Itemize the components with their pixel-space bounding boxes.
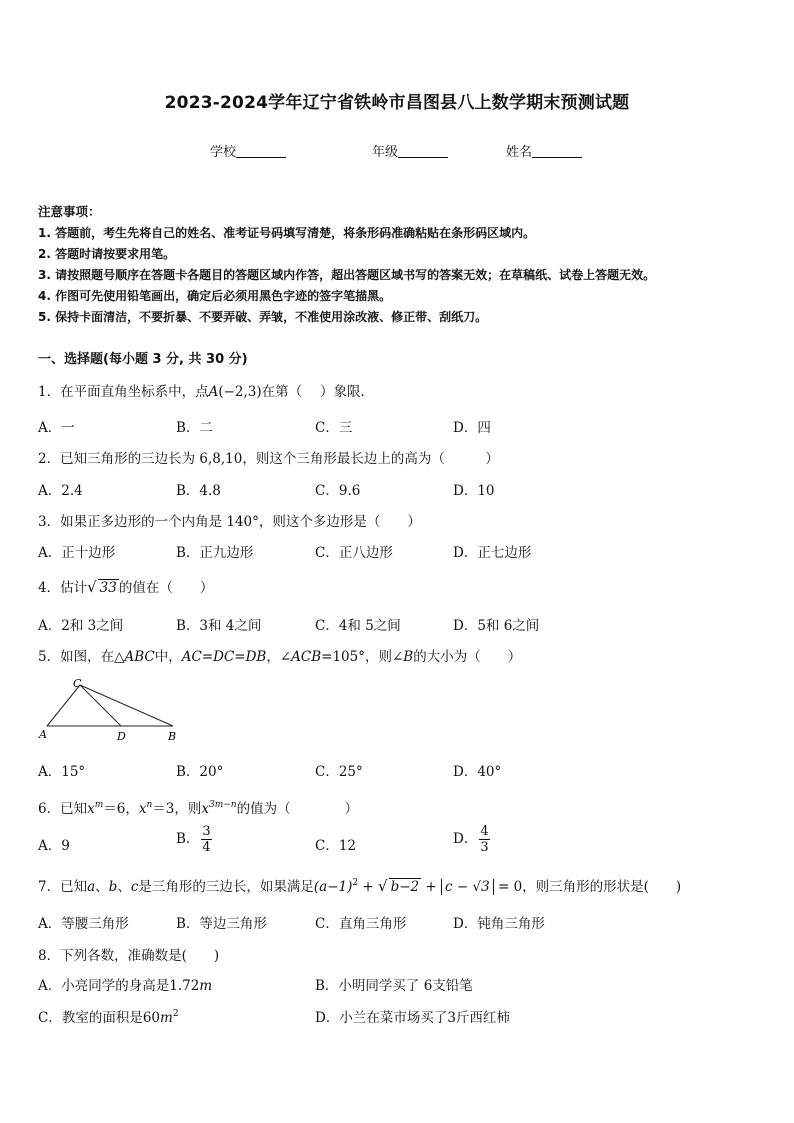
- q1-option-b[interactable]: B．二: [176, 420, 213, 436]
- denominator: 3: [480, 840, 489, 855]
- note-item: 5. 保持卡面清洁，不要折暴、不要弄破、弄皱，不准使用涂改液、修正带、刮纸刀。: [38, 310, 488, 324]
- grade-blank: [398, 144, 448, 158]
- q5-value: =105°，则: [321, 649, 392, 665]
- note-item: 4. 作图可先使用铅笔画出，确定后必须用黑色字迹的签字笔描黑。: [38, 289, 392, 303]
- denominator: 4: [202, 840, 211, 855]
- q6-option-d[interactable]: [453, 824, 490, 855]
- q8-c-unit: m: [160, 1010, 173, 1026]
- note-item: 2. 答题时请按要求用笔。: [38, 247, 176, 261]
- note-item: 1. 答题前，考生先将自己的姓名、准考证号码填写清楚，将条形码准确粘贴在条形码区域内。: [38, 226, 536, 240]
- q5-option-c[interactable]: C．25°: [315, 764, 363, 780]
- q5-text-mid: 中，: [154, 649, 182, 665]
- q4-text-end: 的值在（ ）: [118, 580, 214, 596]
- q4-text: 4．估计: [38, 580, 88, 596]
- q7-text-end: ，则三角形的形状是( ): [522, 879, 682, 895]
- q5-option-b[interactable]: B．20°: [176, 764, 224, 780]
- exp-2: 2: [352, 878, 359, 888]
- q4-option-d[interactable]: D．5和 6之间: [453, 618, 540, 634]
- q3-option-c[interactable]: C．正八边形: [315, 545, 393, 561]
- question-2: 2．已知三角形的三边长为 6,8,10，则这个三角形最长边上的高为（ ）: [38, 451, 499, 467]
- q3-option-a[interactable]: A．正十边形: [38, 545, 116, 561]
- q8-c-value: 60: [142, 1010, 161, 1026]
- radicand: 33: [99, 580, 117, 596]
- question-5: [38, 645, 521, 665]
- name-label: 姓名: [506, 145, 533, 160]
- grade-field: [372, 141, 448, 160]
- segment-cd: [80, 685, 121, 726]
- label-a: A: [39, 728, 47, 741]
- label-d: D: [117, 730, 126, 743]
- q8-option-c[interactable]: [38, 1006, 179, 1026]
- q6-text-end: 的值为（ ）: [236, 801, 359, 817]
- sep: 、: [95, 879, 109, 895]
- q8-a-unit: m: [199, 978, 213, 994]
- point-coord: (−2,3): [218, 384, 262, 400]
- q3-option-b[interactable]: B．正九边形: [176, 545, 254, 561]
- var-a: a: [87, 879, 96, 895]
- q8-option-d[interactable]: [315, 1006, 510, 1026]
- school-field: [210, 141, 286, 160]
- q5-angle: ∠ACB: [279, 649, 322, 665]
- name-field: [506, 141, 582, 160]
- numerator: 3: [202, 824, 211, 839]
- exp-n: n: [146, 800, 153, 810]
- notes-heading: 注意事项：: [38, 204, 101, 219]
- var-x: x: [201, 801, 209, 817]
- q8-option-b[interactable]: B．小明同学买了 6支铅笔: [315, 978, 473, 994]
- q5-sep: ，: [266, 649, 280, 665]
- q4-option-c[interactable]: C．4和 5之间: [315, 618, 401, 634]
- q2-option-c[interactable]: C．9.6: [315, 483, 361, 499]
- q2-option-a[interactable]: A．2.4: [38, 483, 83, 499]
- q1-option-a[interactable]: A．一: [38, 420, 75, 436]
- q6-option-b[interactable]: [176, 824, 212, 855]
- q8-a-value: 1.72: [169, 978, 200, 994]
- q1-text: 1．在平面直角坐标系中，点: [38, 384, 209, 400]
- q4-option-b[interactable]: B．3和 4之间: [176, 618, 262, 634]
- point-label: A: [208, 384, 219, 400]
- triangle-figure: [36, 676, 186, 744]
- q6-text: 6．已知: [38, 801, 88, 817]
- q8-d-text-end: 斤西红柿: [455, 1010, 510, 1026]
- q6-eq1: ＝6，: [103, 801, 139, 817]
- q5-text-end: 的大小为（ ）: [413, 649, 522, 665]
- q5-option-a[interactable]: A．15°: [38, 764, 86, 780]
- radical-sign: √: [87, 578, 97, 596]
- q6-eq2: ＝3，则: [152, 801, 202, 817]
- question-3: 3．如果正多边形的一个内角是 140°，则这个多边形是（ ）: [38, 514, 421, 530]
- var-x: x: [87, 801, 95, 817]
- q8-d-text: D．小兰在菜市场买了: [315, 1010, 448, 1026]
- q5-condition: AC=DC=DB: [181, 649, 267, 665]
- q8-d-value: 3: [447, 1010, 456, 1026]
- segment-cb: [80, 685, 173, 726]
- q5-option-d[interactable]: D．40°: [453, 764, 502, 780]
- expr-square: (a−1): [313, 879, 353, 895]
- fraction: [479, 824, 489, 855]
- grade-label: 年级: [372, 145, 399, 160]
- q3-option-d[interactable]: D．正七边形: [453, 545, 532, 561]
- question-7: [38, 875, 681, 895]
- triangle-name: △ABC: [114, 649, 155, 665]
- q8-c-text: C．教室的面积是: [38, 1010, 143, 1026]
- sep: 、: [117, 879, 131, 895]
- q7-option-c[interactable]: C．直角三角形: [315, 916, 407, 932]
- q1-text-end: 在第（ ）象限．: [261, 384, 374, 400]
- question-1: [38, 380, 374, 400]
- q6-option-c[interactable]: C．12: [315, 838, 357, 854]
- q5-angle-b: ∠B: [392, 649, 414, 665]
- question-6: [38, 797, 358, 817]
- radicand: b−2: [390, 879, 420, 895]
- q8-a-text: A．小亮同学的身高是: [38, 978, 170, 994]
- page-title: 2023-2024学年辽宁省铁岭市昌图县八上数学期末预测试题: [164, 93, 630, 113]
- plus: +: [358, 879, 378, 895]
- equals-zero: = 0: [493, 879, 523, 895]
- q6-option-b-label: B．: [176, 831, 200, 847]
- label-c: C: [73, 677, 82, 690]
- var-c: c: [130, 879, 139, 895]
- var-x: x: [138, 801, 147, 817]
- exp-m: m: [94, 800, 104, 810]
- school-label: 学校: [210, 145, 237, 160]
- segment-ac: [47, 685, 80, 726]
- label-b: B: [168, 730, 177, 743]
- q7-option-a[interactable]: A．等腰三角形: [38, 916, 129, 932]
- q7-option-b[interactable]: B．等边三角形: [176, 916, 267, 932]
- q8-option-a[interactable]: [38, 974, 212, 994]
- q7-text-mid: 是三角形的三边长，如果满足: [138, 879, 314, 895]
- q2-option-b[interactable]: B．4.8: [176, 483, 221, 499]
- q5-text: 5．如图，在: [38, 649, 115, 665]
- q8-c-exp: 2: [172, 1009, 179, 1019]
- q1-option-d[interactable]: D．四: [453, 420, 491, 436]
- var-b: b: [108, 879, 118, 895]
- school-blank: [236, 144, 286, 158]
- q7-option-d[interactable]: D．钝角三角形: [453, 916, 545, 932]
- q6-option-a[interactable]: A．9: [38, 838, 70, 854]
- section-heading: 一、选择题(每小题 3 分, 共 30 分): [38, 352, 248, 367]
- q4-option-a[interactable]: A．2和 3之间: [38, 618, 124, 634]
- radical-sign: √: [378, 877, 388, 895]
- question-4: [38, 576, 213, 596]
- note-item: 3. 请按照题号顺序在答题卡各题目的答题区域内作答，超出答题区域书写的答案无效；在草稿纸、试卷上答题无效。: [38, 268, 656, 282]
- q2-option-d[interactable]: D．10: [453, 483, 495, 499]
- plus: +: [421, 879, 442, 895]
- numerator: 4: [480, 824, 489, 839]
- q7-text: 7．已知: [38, 879, 88, 895]
- exp-3m-n: 3m−n: [209, 800, 237, 810]
- name-blank: [532, 144, 582, 158]
- fraction: [201, 824, 211, 855]
- q1-option-c[interactable]: C．三: [315, 420, 353, 436]
- abs-value: c − √3: [441, 879, 494, 895]
- q6-option-d-label: D．: [453, 831, 478, 847]
- question-8: 8．下列各数，准确数是( ): [38, 948, 220, 964]
